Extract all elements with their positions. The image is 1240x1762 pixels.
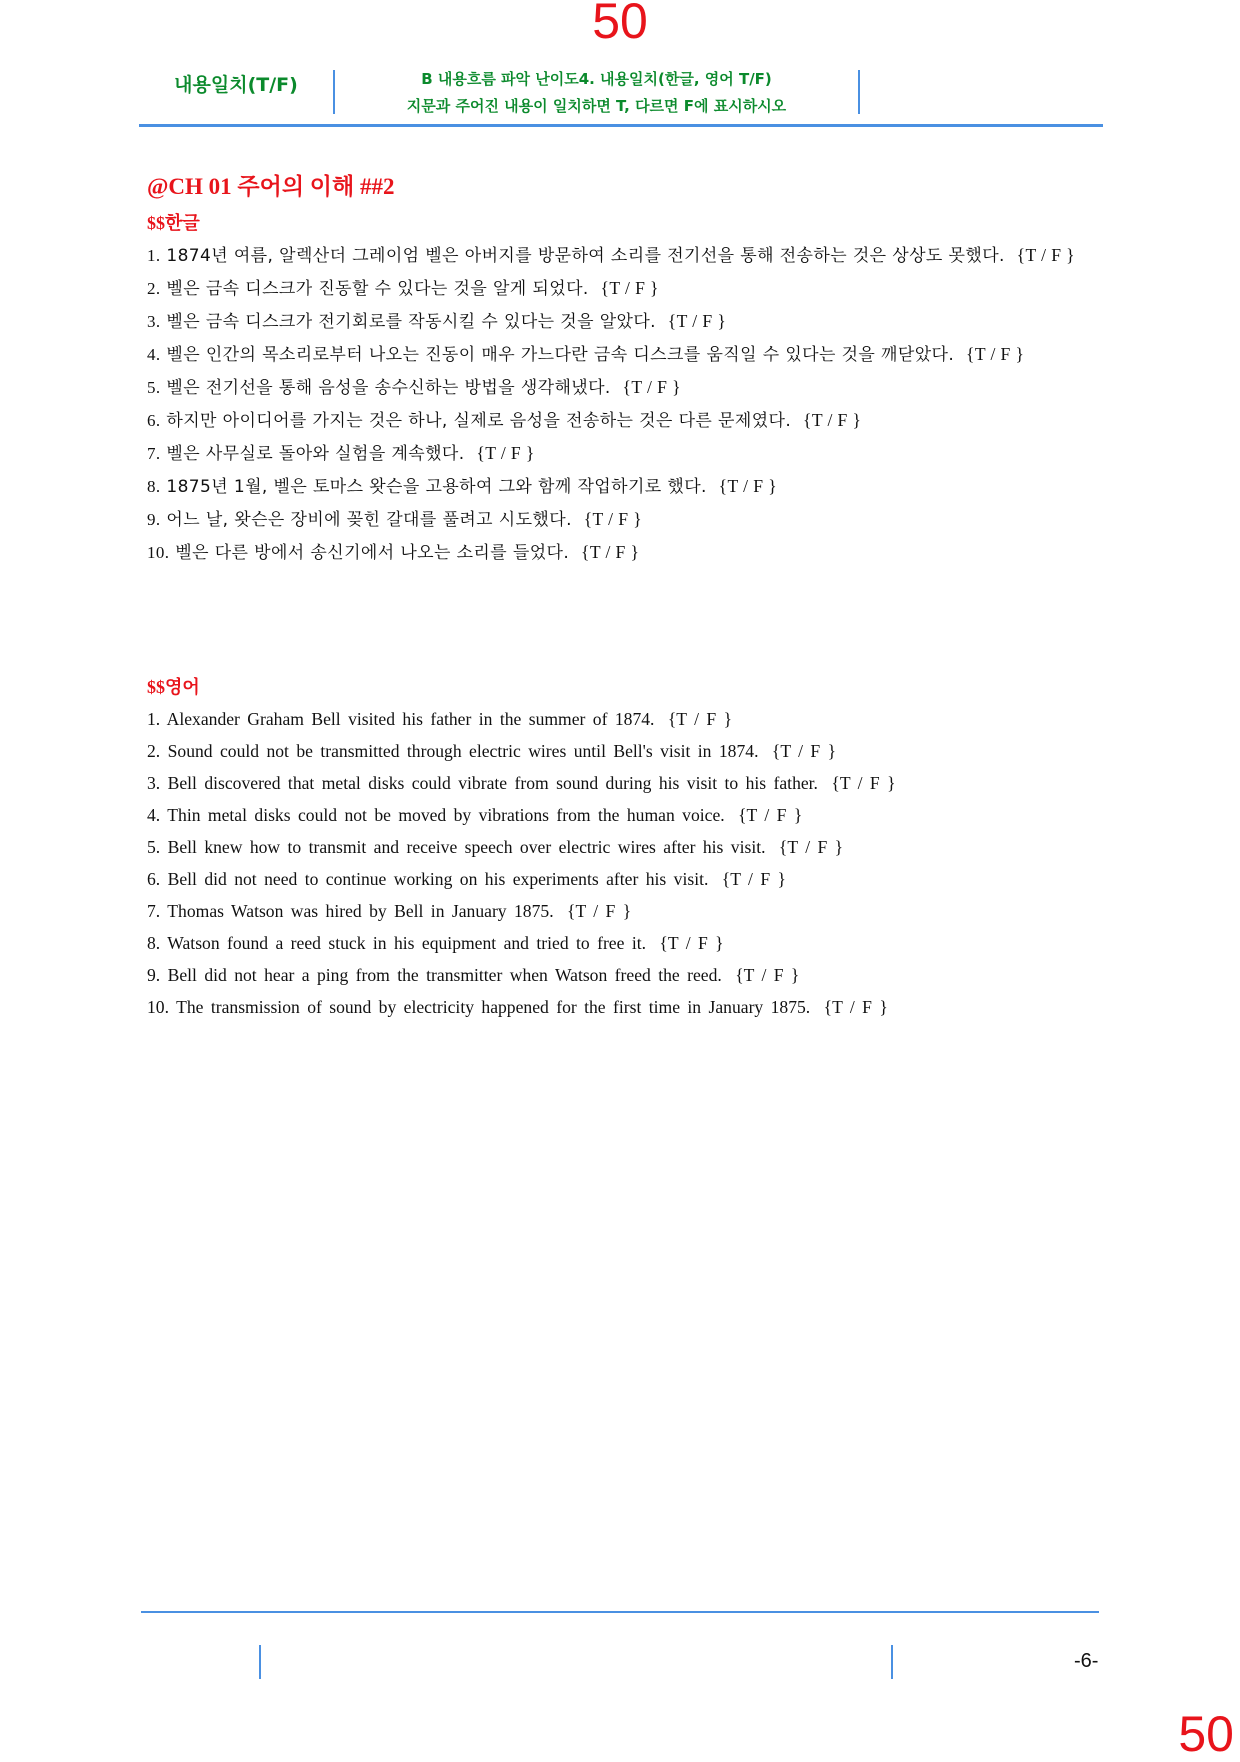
question-item xyxy=(147,767,1094,799)
question-number: 2. xyxy=(147,741,161,761)
question-item xyxy=(147,338,1094,371)
true-false-choice[interactable]: {T / F } xyxy=(771,741,837,761)
question-number: 1. xyxy=(147,709,161,729)
question-item xyxy=(147,959,1094,991)
true-false-choice[interactable]: {T / F } xyxy=(823,997,888,1017)
chapter-title: @CH 01 주어의 이해 ##2 xyxy=(147,174,395,199)
header-divider-right xyxy=(858,70,860,114)
question-number: 10. xyxy=(147,543,170,562)
question-number: 1. xyxy=(147,246,161,265)
true-false-choice[interactable]: {T / F } xyxy=(1016,245,1076,265)
question-number: 4. xyxy=(147,345,161,364)
question-text: Bell did not need to continue working on his experiments after his visit. xyxy=(167,869,709,889)
question-item xyxy=(147,272,1094,305)
footer-rule xyxy=(141,1611,1099,1613)
question-text: 1875년 1월, 벨은 토마스 왓슨을 고용하여 그와 함께 작업하기로 했다. xyxy=(166,477,707,497)
question-number: 6. xyxy=(147,869,161,889)
question-item xyxy=(147,799,1094,831)
question-text: 벨은 사무실로 돌아와 실험을 계속했다. xyxy=(166,444,465,464)
question-text: Thomas Watson was hired by Bell in January 1875. xyxy=(167,901,554,921)
true-false-choice[interactable]: {T / F } xyxy=(778,837,844,857)
question-number: 3. xyxy=(147,773,161,793)
true-false-choice[interactable]: {T / F } xyxy=(738,805,803,825)
true-false-choice[interactable]: {T / F } xyxy=(600,278,659,298)
question-item xyxy=(147,470,1094,503)
korean-section xyxy=(147,209,1094,569)
question-text: Watson found a reed stuck in his equipment and tried to free it. xyxy=(167,933,647,953)
true-false-choice[interactable]: {T / F } xyxy=(831,773,896,793)
true-false-choice[interactable]: {T / F } xyxy=(735,965,800,985)
true-false-choice[interactable]: {T / F } xyxy=(567,901,632,921)
true-false-choice[interactable]: {T / F } xyxy=(718,476,778,496)
question-number: 4. xyxy=(147,805,161,825)
true-false-choice[interactable]: {T / F } xyxy=(583,509,643,529)
question-number: 6. xyxy=(147,411,161,430)
question-number: 9. xyxy=(147,965,161,985)
footer-divider-left xyxy=(259,1645,261,1679)
question-item xyxy=(147,371,1094,404)
document-body xyxy=(147,168,1094,1023)
question-text: Bell knew how to transmit and receive speech over electric wires after his visit. xyxy=(167,837,766,857)
question-number: 10. xyxy=(147,997,169,1017)
question-text: 벨은 다른 방에서 송신기에서 나오는 소리를 들었다. xyxy=(175,543,570,563)
question-number: 5. xyxy=(147,837,161,857)
question-number: 5. xyxy=(147,378,161,397)
question-text: 1874년 여름, 알렉산더 그레이엄 벨은 아버지를 방문하여 소리를 전기선을 통해 전송하는 것은 상상도 못했다. xyxy=(166,246,1005,266)
true-false-choice[interactable]: {T / F } xyxy=(802,410,862,430)
question-number: 7. xyxy=(147,901,161,921)
question-text: Thin metal disks could not be moved by vibrations from the human voice. xyxy=(167,805,725,825)
question-item xyxy=(147,404,1094,437)
question-item xyxy=(147,703,1094,735)
true-false-choice[interactable]: {T / F } xyxy=(580,542,640,562)
question-text: The transmission of sound by electricity happened for the first time in January 1875. xyxy=(176,997,811,1017)
true-false-choice[interactable]: {T / F } xyxy=(965,344,1025,364)
question-text: 벨은 금속 디스크가 진동할 수 있다는 것을 알게 되었다. xyxy=(166,279,589,299)
question-text: 벨은 인간의 목소리로부터 나오는 진동이 매우 가느다란 금속 디스크를 움직일 수 있다는 것을 깨닫았다. xyxy=(166,345,955,365)
true-false-choice[interactable]: {T / F } xyxy=(667,709,733,729)
question-text: Bell did not hear a ping from the transmitter when Watson freed the reed. xyxy=(167,965,722,985)
true-false-choice[interactable]: {T / F } xyxy=(659,933,724,953)
question-text: Bell discovered that metal disks could vibrate from sound during his visit to his father. xyxy=(167,773,818,793)
question-text: 벨은 전기선을 통해 음성을 송수신하는 방법을 생각해냈다. xyxy=(166,378,611,398)
english-section-heading: $$영어 xyxy=(147,677,200,697)
question-text: Sound could not be transmitted through electric wires until Bell's visit in 1874. xyxy=(167,741,759,761)
question-text: 하지만 아이디어를 가지는 것은 하나, 실제로 음성을 전송하는 것은 다른 문제였다. xyxy=(166,411,792,431)
question-text: 벨은 금속 디스크가 전기회로를 작동시킬 수 있다는 것을 알았다. xyxy=(166,312,656,332)
question-number: 8. xyxy=(147,933,161,953)
top-page-number: 50 xyxy=(592,0,648,49)
question-item xyxy=(147,437,1094,470)
english-section xyxy=(147,673,1094,1023)
question-number: 3. xyxy=(147,312,161,331)
question-item xyxy=(147,305,1094,338)
header-instructions xyxy=(339,66,854,120)
question-number: 7. xyxy=(147,444,161,463)
section-spacer xyxy=(147,569,1094,673)
header-line-1: B 내용흐름 파악 난이도4. 내용일치(한글, 영어 T/F) xyxy=(421,70,772,88)
korean-section-heading: $$한글 xyxy=(147,213,200,233)
bottom-page-number: 50 xyxy=(1178,1706,1234,1762)
question-number: 8. xyxy=(147,477,161,496)
question-item xyxy=(147,927,1094,959)
true-false-choice[interactable]: {T / F } xyxy=(476,443,535,463)
header-category-label: 내용일치(T/F) xyxy=(174,74,298,96)
question-item xyxy=(147,863,1094,895)
question-number: 9. xyxy=(147,510,161,529)
question-item xyxy=(147,536,1094,569)
header-line-2: 지문과 주어진 내용이 일치하면 T, 다르면 F에 표시하시오 xyxy=(406,97,787,115)
footer-divider-right xyxy=(891,1645,893,1679)
question-item xyxy=(147,991,1094,1023)
question-item xyxy=(147,735,1094,767)
korean-question-list xyxy=(147,239,1094,569)
english-question-list xyxy=(147,703,1094,1023)
question-item xyxy=(147,239,1094,272)
footer-page-number: -6- xyxy=(1074,1650,1099,1672)
question-item xyxy=(147,831,1094,863)
question-item xyxy=(147,503,1094,536)
question-text: Alexander Graham Bell visited his father in the summer of 1874. xyxy=(166,709,655,729)
question-text: 어느 날, 왓슨은 장비에 꽂힌 갈대를 풀려고 시도했다. xyxy=(166,510,572,530)
question-item xyxy=(147,895,1094,927)
page-header xyxy=(139,62,1103,127)
true-false-choice[interactable]: {T / F } xyxy=(667,311,727,331)
question-number: 2. xyxy=(147,279,161,298)
true-false-choice[interactable]: {T / F } xyxy=(622,377,681,397)
header-divider-left xyxy=(333,70,335,114)
true-false-choice[interactable]: {T / F } xyxy=(721,869,786,889)
